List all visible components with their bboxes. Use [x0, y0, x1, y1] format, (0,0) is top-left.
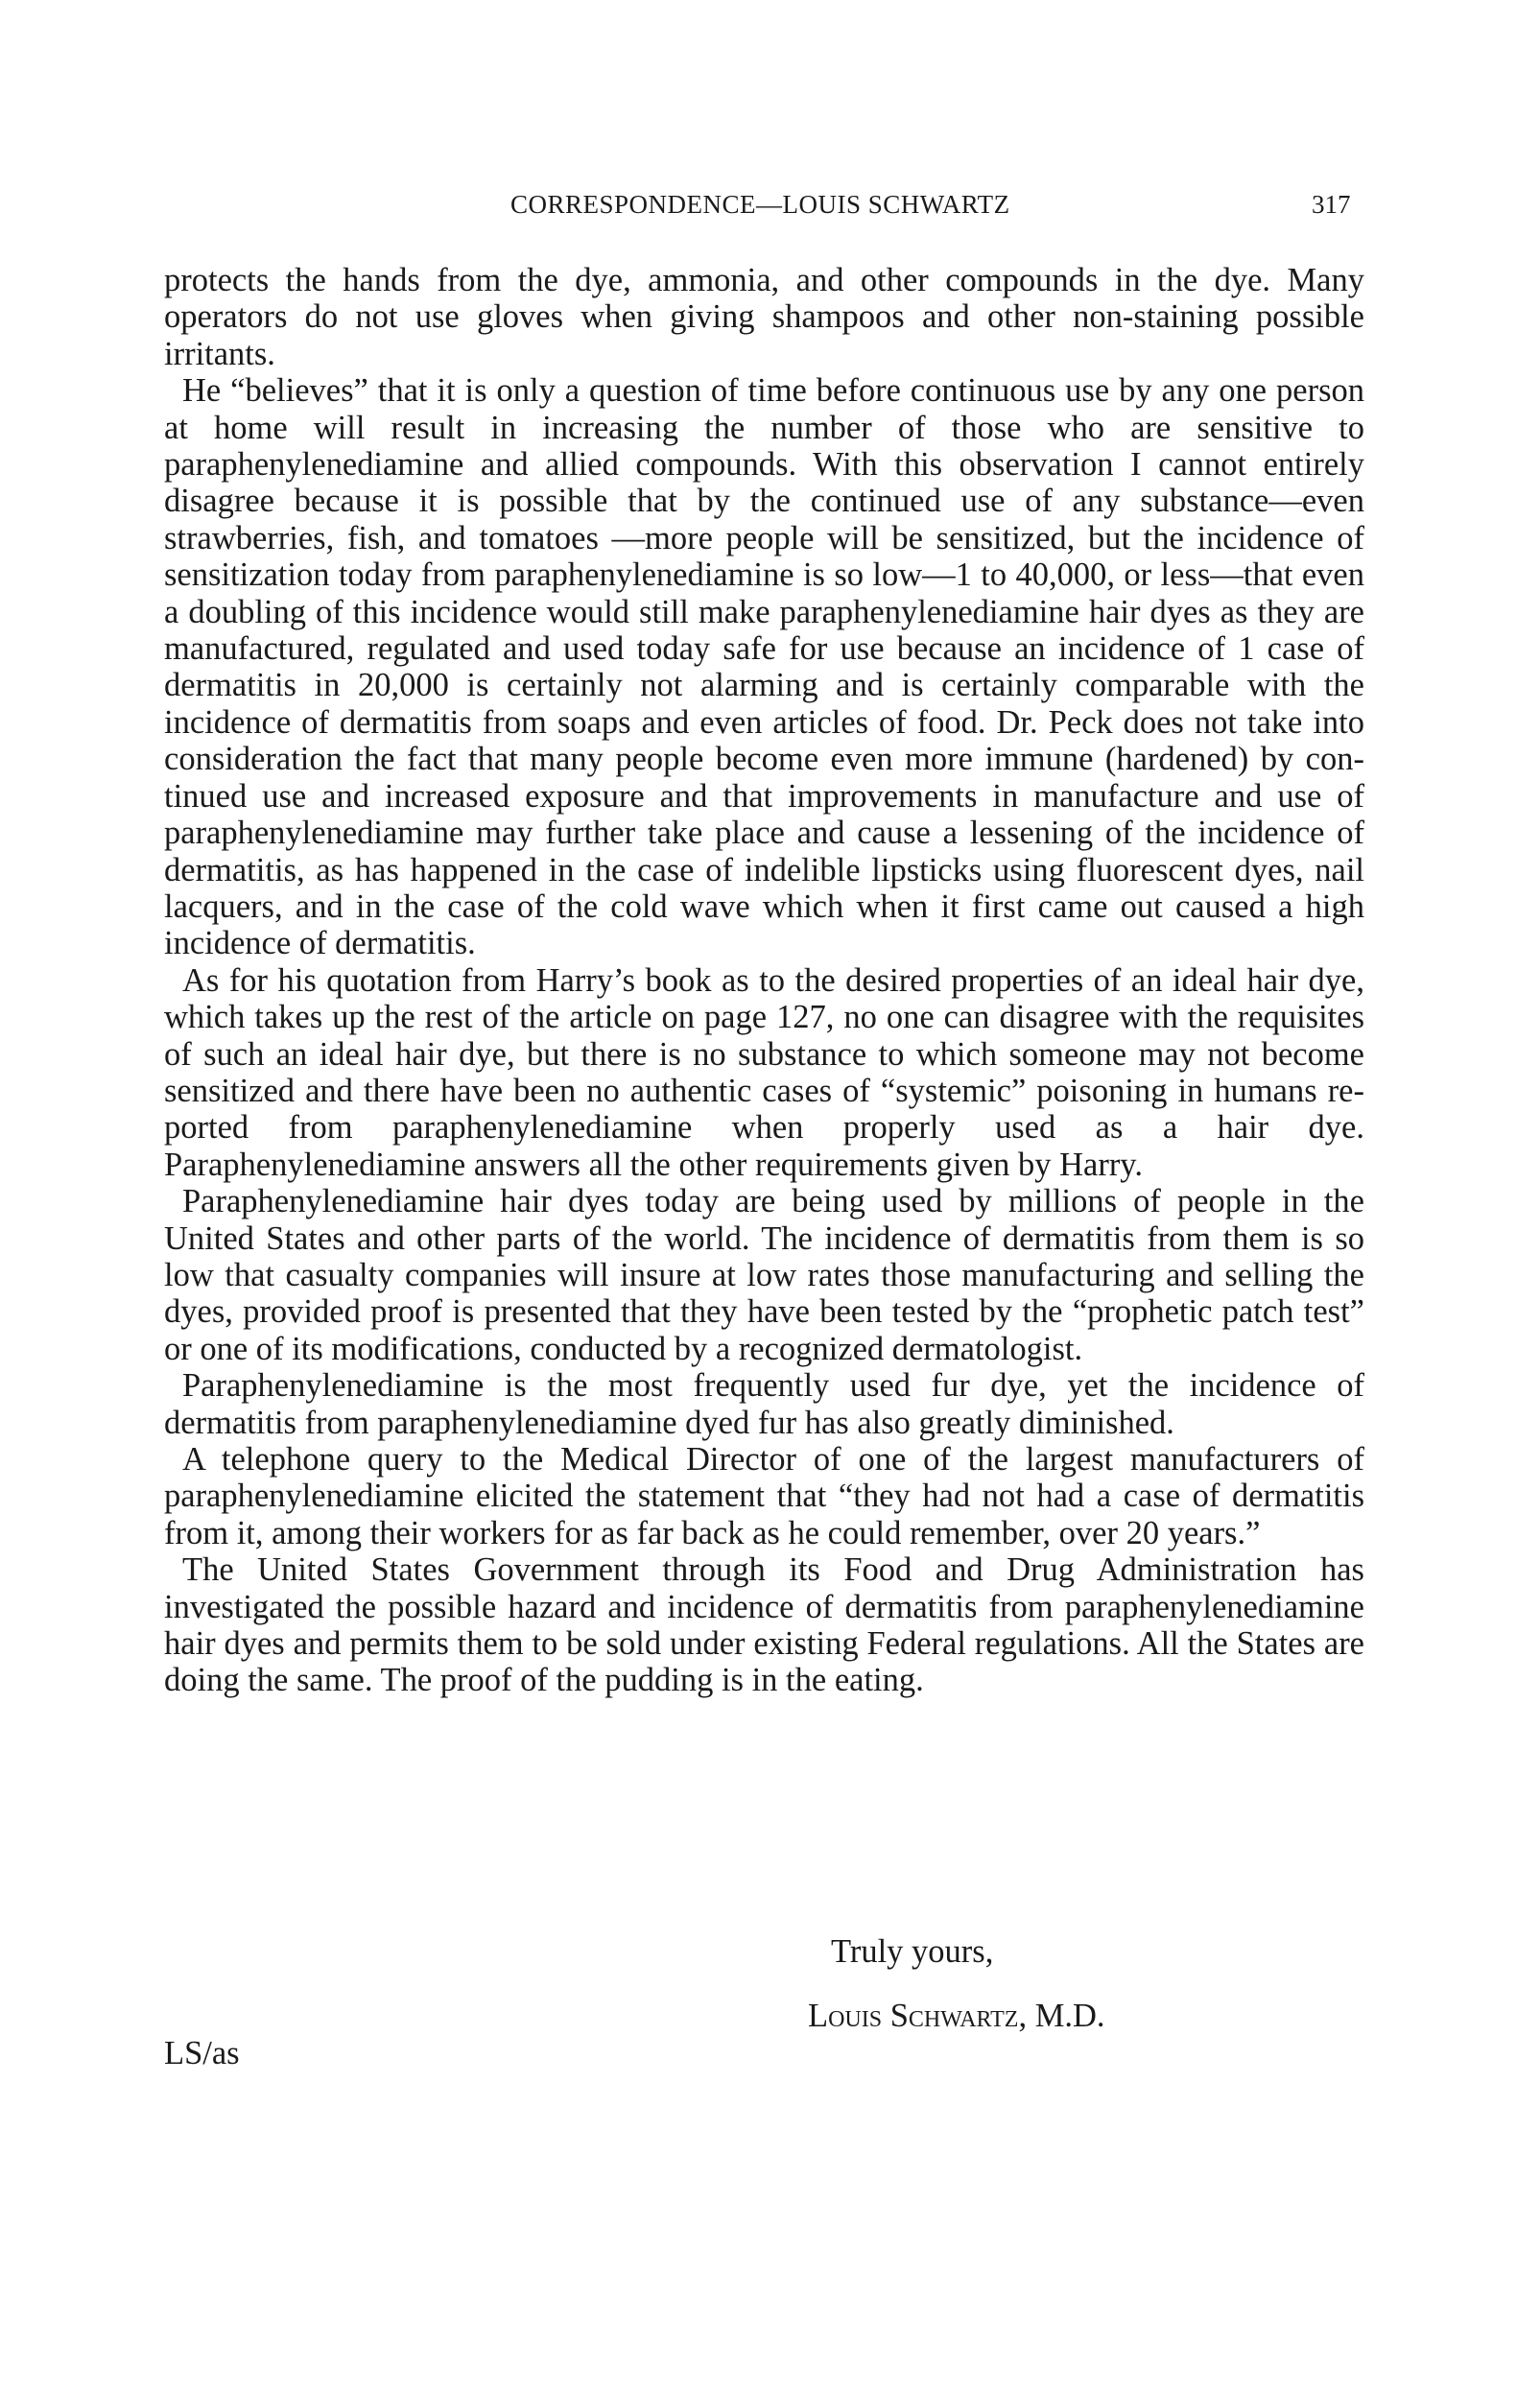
- running-header: [0, 190, 1540, 228]
- paragraph: He “believes” that it is only a question of time before continuous use by any one person at home will result in increasing the number of those who are sensitive to paraphenylenediamine and allied compounds. With this observation I cannot entirely disagree because it is possible that by the continued use of any substance—even strawberries, fish, and tomatoes —more people will be sensitized, but the incidence of sensitization today from paraphenylenediamine is so low—1 to 40,000, or less—that even a doubling of this incidence would still make paraphenylenediamine hair dyes as they are manufactured, regulated and used today safe for use because an incidence of 1 case of dermatitis in 20,000 is certainly not alarming and is certainly comparable with the incidence of dermatitis from soaps and even articles of food. Dr. Peck does not take into consideration the fact that many people become even more immune (hardened) by continued use and increased exposure and that improvements in manufacture and use of paraphenylenediamine may further take place and cause a lessening of the incidence of dermatitis, as has happened in the case of indelible lipsticks using fluorescent dyes, nail lacquers, and in the case of the cold wave which when it first came out caused a high incidence of dermatitis.: [164, 372, 1364, 962]
- closing-salutation: Truly yours,: [831, 1933, 994, 1970]
- paragraph: Paraphenylenediamine hair dyes today are being used by millions of people in the United States and other parts of the world. The incidence of dermatitis from them is so low that casualty companies will insure at low rates those manufacturing and selling the dyes, provided proof is presented that they have been tested by the “prophetic patch test” or one of its modifications, conducted by a recognized dermatologist.: [164, 1183, 1364, 1367]
- signature: Louis Schwartz, M.D.: [808, 1998, 1105, 2034]
- paragraph: The United States Government through its Food and Drug Administration has investigated the possible hazard and incidence of dermatitis from paraphenylenediamine hair dyes and permits them to be sold under existing Federal regulations. All the States are doing the same. The proof of the pudding is in the eating.: [164, 1551, 1364, 1699]
- letter-body: [164, 262, 1364, 1699]
- paragraph: A telephone query to the Medical Director of one of the largest manufacturers of paraphenylenediamine elicited the statement that “they had not had a case of dermatitis from it, among their workers for as far back as he could remember, over 20 years.”: [164, 1441, 1364, 1551]
- typist-initials: LS/as: [164, 2035, 240, 2071]
- running-title: CORRESPONDENCE—LOUIS SCHWARTZ: [510, 190, 1010, 219]
- paragraph: Paraphenylenediamine is the most frequently used fur dye, yet the incidence of dermatitis from paraphenylenediamine dyed fur has also greatly diminished.: [164, 1367, 1364, 1441]
- page-number: 317: [1312, 190, 1351, 219]
- paragraph: As for his quotation from Harry’s book as to the desired properties of an ideal hair dye, which takes up the rest of the article on page 127, no one can disagree with the requisites of such an ideal hair dye, but there is no substance to which someone may not become sensitized and there have been no authentic cases of “systemic” poisoning in humans reported from paraphenylenediamine when properly used as a hair dye. Paraphenylenediamine answers all the other requirements given by Harry.: [164, 961, 1364, 1183]
- paragraph-continued: protects the hands from the dye, ammonia, and other compounds in the dye. Many operators do not use gloves when giving shampoos and other non-staining possible irritants.: [164, 262, 1364, 372]
